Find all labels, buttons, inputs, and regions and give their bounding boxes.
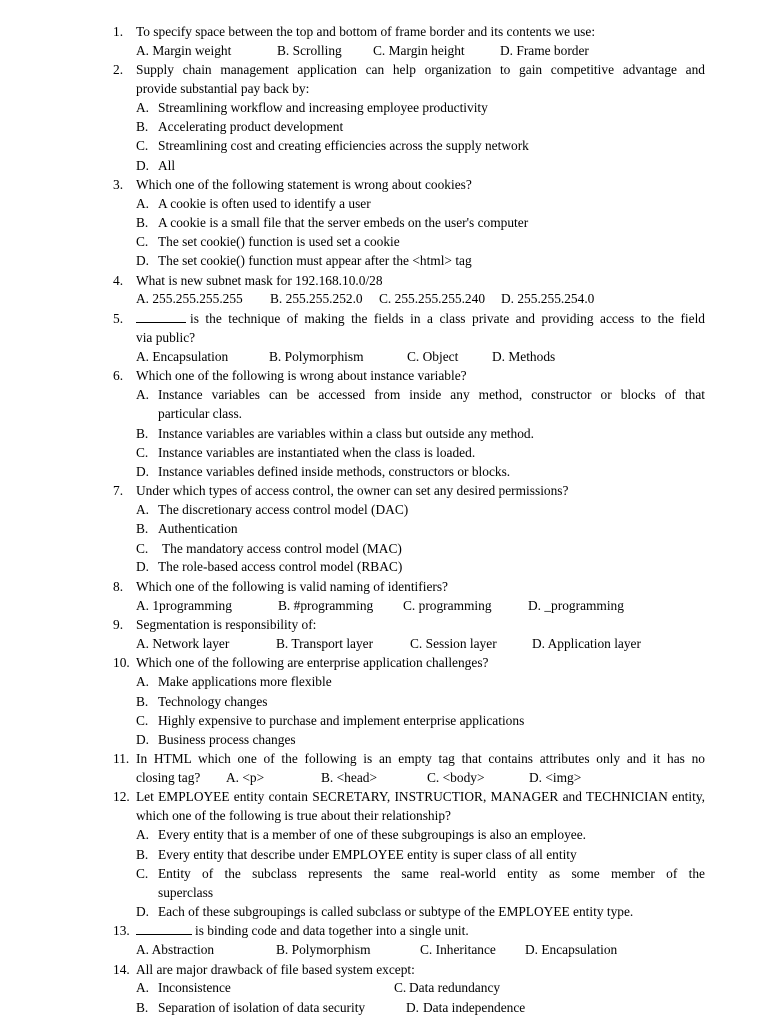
option: B. Polymorphism — [276, 942, 371, 957]
option-text: Every entity that describe under EMPLOYEE entity is super class of all entity — [158, 847, 577, 862]
question-number: 2. — [113, 62, 124, 77]
option: C. <body> — [427, 770, 485, 785]
option-letter: C. — [136, 541, 149, 556]
option: D. Methods — [492, 349, 556, 364]
question-stem: What is new subnet mask for 192.168.10.0/28 — [136, 273, 383, 288]
option-letter: D. — [406, 1000, 420, 1015]
option-text: Technology changes — [158, 694, 268, 709]
option: C. Session layer — [410, 636, 497, 651]
option: A. 255.255.255.255 — [136, 291, 243, 306]
option-text: Each of these subgroupings is called subclass or subtype of the EMPLOYEE entity type. — [158, 904, 634, 919]
option: C. Inheritance — [420, 942, 496, 957]
option-text: Instance variables defined inside methods, constructors or blocks. — [158, 464, 511, 479]
option-text: The set cookie() function is used set a cookie — [158, 234, 400, 249]
question-stem: is the technique of making the fields in a class private and providing access to the field — [190, 311, 705, 326]
option: A. Encapsulation — [136, 349, 229, 364]
option-letter: A. — [136, 980, 150, 995]
option-text: Instance variables can be accessed from inside any method, constructor or blocks of that — [158, 387, 705, 402]
option-text: A cookie is a small file that the server embeds on the user's computer — [158, 215, 529, 230]
question-number: 12. — [113, 789, 130, 804]
option: C. programming — [403, 598, 492, 613]
option-letter: B. — [136, 521, 149, 536]
option-letter: A. — [136, 196, 150, 211]
question-stem: Under which types of access control, the owner can set any desired permissions? — [136, 483, 569, 498]
question-stem: Supply chain management application can help organization to gain competitive advantage and — [136, 62, 705, 77]
option-text: Inconsistence — [158, 980, 231, 995]
question-stem: via public? — [136, 330, 196, 345]
option: A. Margin weight — [136, 43, 232, 58]
option: B. 255.255.252.0 — [270, 291, 363, 306]
option: D. <img> — [529, 770, 582, 785]
option-text: Instance variables are variables within a class but outside any method. — [158, 426, 534, 441]
option-letter: A. — [136, 387, 150, 402]
option-text: A cookie is often used to identify a user — [158, 196, 371, 211]
question-number: 5. — [113, 311, 124, 326]
option-letter: D. — [136, 904, 150, 919]
option: A. Network layer — [136, 636, 230, 651]
question-number: 14. — [113, 962, 130, 977]
question-stem: provide substantial pay back by: — [136, 81, 310, 96]
option-letter: A. — [136, 502, 150, 517]
question-stem: To specify space between the top and bottom of frame border and its contents we use: — [136, 24, 596, 39]
answer-blank — [136, 923, 192, 939]
option: B. Transport layer — [276, 636, 374, 651]
question-number: 9. — [113, 617, 124, 632]
option-text: Instance variables are instantiated when the class is loaded. — [158, 445, 476, 460]
question-stem: Which one of the following is wrong about instance variable? — [136, 368, 467, 383]
question-number: 8. — [113, 579, 124, 594]
option-text: The role-based access control model (RBAC) — [158, 559, 403, 574]
question-stem: is binding code and data together into a single unit. — [195, 923, 469, 938]
option-letter: C. — [136, 713, 149, 728]
option: D. 255.255.254.0 — [501, 291, 595, 306]
option: A. <p> — [226, 770, 265, 785]
question-stem: Which one of the following statement is wrong about cookies? — [136, 177, 472, 192]
option: B. Scrolling — [277, 43, 342, 58]
option: B. #programming — [278, 598, 374, 613]
option-letter: C. — [136, 866, 149, 881]
option-letter: B. — [136, 426, 149, 441]
option-text: Highly expensive to purchase and implement enterprise applications — [158, 713, 525, 728]
option: B. Polymorphism — [269, 349, 364, 364]
option-letter: D. — [136, 732, 150, 747]
question-stem: Segmentation is responsibility of: — [136, 617, 317, 632]
option-text: Authentication — [158, 521, 238, 536]
option-text: Streamlining workflow and increasing employee productivity — [158, 100, 488, 115]
option-text: The discretionary access control model (DAC) — [158, 502, 409, 517]
option-letter: C. — [394, 980, 407, 995]
option-letter: A. — [136, 827, 150, 842]
option-text: Data independence — [423, 1000, 526, 1015]
option-text: superclass — [158, 885, 214, 900]
option-letter: D. — [136, 464, 150, 479]
question-stem: In HTML which one of the following is an empty tag that contains attributes only and it has no — [136, 751, 705, 766]
option-letter: B. — [136, 694, 149, 709]
option-letter: D. — [136, 559, 150, 574]
option-letter: C. — [136, 234, 149, 249]
option-text: Accelerating product development — [158, 119, 344, 134]
option-text: Make applications more flexible — [158, 674, 332, 689]
option: D. _programming — [528, 598, 624, 613]
question-stem: Let EMPLOYEE entity contain SECRETARY, INSTRUCTIOR, MANAGER and TECHNICIAN entity, — [136, 789, 705, 804]
option-letter: B. — [136, 119, 149, 134]
option-letter: D. — [136, 158, 150, 173]
question-stem: which one of the following is true about their relationship? — [136, 808, 451, 823]
question-stem: Which one of the following is valid naming of identifiers? — [136, 579, 448, 594]
option-letter: B. — [136, 847, 149, 862]
question-stem: closing tag? — [136, 770, 201, 785]
option-letter: B. — [136, 1000, 149, 1015]
option: A. 1programming — [136, 598, 232, 613]
option-letter: D. — [136, 253, 150, 268]
option-text: Business process changes — [158, 732, 296, 747]
option: D. Frame border — [500, 43, 589, 58]
option-text: particular class. — [158, 406, 243, 421]
question-number: 3. — [113, 177, 124, 192]
question-number: 13. — [113, 923, 130, 938]
option-text: Data redundancy — [409, 980, 501, 995]
question-stem: All are major drawback of file based system except: — [136, 962, 415, 977]
option: D. Application layer — [532, 636, 641, 651]
option-text: The mandatory access control model (MAC) — [162, 541, 402, 556]
option: D. Encapsulation — [525, 942, 618, 957]
option: C. 255.255.255.240 — [379, 291, 486, 306]
option-text: All — [158, 158, 176, 173]
question-number: 6. — [113, 368, 124, 383]
question-number: 11. — [113, 751, 130, 766]
answer-blank — [136, 311, 186, 327]
option-text: Streamlining cost and creating efficiencies across the supply network — [158, 138, 529, 153]
option-letter: A. — [136, 100, 150, 115]
option: A. Abstraction — [136, 942, 215, 957]
option: B. <head> — [321, 770, 378, 785]
option-letter: C. — [136, 138, 149, 153]
option-text: The set cookie() function must appear after the <html> tag — [158, 253, 472, 268]
option-letter: A. — [136, 674, 150, 689]
option: C. Margin height — [373, 43, 465, 58]
option-letter: C. — [136, 445, 149, 460]
question-number: 10. — [113, 655, 130, 670]
option-text: Entity of the subclass represents the same real-world entity as some member of the — [158, 866, 705, 881]
question-stem: Which one of the following are enterprise application challenges? — [136, 655, 489, 670]
question-number: 1. — [113, 24, 124, 39]
option: C. Object — [407, 349, 459, 364]
question-number: 7. — [113, 483, 124, 498]
option-letter: B. — [136, 215, 149, 230]
question-number: 4. — [113, 273, 124, 288]
option-text: Separation of isolation of data security — [158, 1000, 366, 1015]
option-text: Every entity that is a member of one of these subgroupings is also an employee. — [158, 827, 587, 842]
